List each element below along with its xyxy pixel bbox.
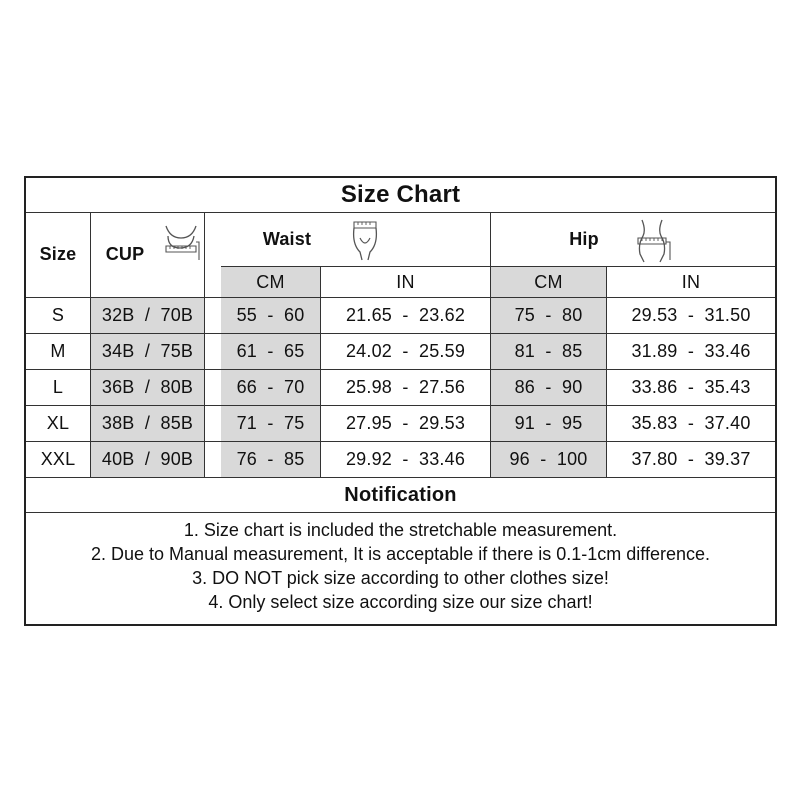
hip-in-cell: 31.89 - 33.46	[631, 341, 751, 361]
waist-cm-cell: 61 - 65	[221, 334, 320, 369]
cup-cell: 36B / 80B	[91, 370, 204, 405]
waist-in-header: IN	[396, 271, 415, 292]
bust-measurement-icon	[160, 222, 202, 262]
notification-item: 1. Size chart is included the stretchable measurement.	[183, 520, 618, 540]
cup-cell: 32B / 70B	[91, 298, 204, 333]
waist-header: Waist	[262, 228, 312, 249]
waist-measurement-icon	[348, 216, 382, 264]
cup-cell: 38B / 85B	[91, 406, 204, 441]
hip-cm-cell: 81 - 85	[491, 334, 606, 369]
hip-cm-cell: 75 - 80	[491, 298, 606, 333]
size-chart-table	[24, 176, 777, 626]
hip-in-cell: 29.53 - 31.50	[631, 305, 751, 325]
hip-measurement-icon	[630, 216, 674, 264]
waist-cm-header: CM	[221, 267, 320, 297]
waist-in-cell: 24.02 - 25.59	[345, 341, 466, 361]
notification-item: 4. Only select size according size our size chart!	[208, 592, 593, 612]
cup-header: CUP	[105, 244, 145, 264]
size-cell: S	[51, 305, 65, 325]
waist-in-cell: 27.95 - 29.53	[345, 413, 466, 433]
size-cell: M	[50, 341, 66, 361]
waist-cm-cell: 76 - 85	[221, 442, 320, 477]
hip-in-header: IN	[681, 271, 701, 292]
size-header: Size	[39, 244, 77, 264]
waist-in-cell: 21.65 - 23.62	[345, 305, 466, 325]
waist-in-cell: 29.92 - 33.46	[345, 449, 466, 469]
waist-cm-cell: 71 - 75	[221, 406, 320, 441]
hip-header: Hip	[569, 228, 599, 249]
cup-cell: 34B / 75B	[91, 334, 204, 369]
hip-cm-cell: 96 - 100	[491, 442, 606, 477]
chart-title: Size Chart	[340, 181, 461, 208]
waist-cm-cell: 66 - 70	[221, 370, 320, 405]
size-cell: XXL	[40, 449, 76, 469]
hip-cm-header: CM	[491, 267, 606, 297]
hip-cm-cell: 91 - 95	[491, 406, 606, 441]
size-cell: L	[52, 377, 64, 397]
notification-item: 2. Due to Manual measurement, It is acceptable if there is 0.1-1cm difference.	[91, 544, 710, 564]
notification-list	[26, 518, 775, 614]
waist-in-cell: 25.98 - 27.56	[345, 377, 466, 397]
size-cell: XL	[46, 413, 70, 433]
notification-item: 3. DO NOT pick size according to other clothes size!	[192, 568, 609, 588]
hip-in-cell: 33.86 - 35.43	[631, 377, 751, 397]
waist-cm-cell: 55 - 60	[221, 298, 320, 333]
hip-cm-cell: 86 - 90	[491, 370, 606, 405]
hip-in-cell: 37.80 - 39.37	[631, 449, 751, 469]
cup-cell: 40B / 90B	[91, 442, 204, 477]
notification-title: Notification	[344, 483, 457, 506]
hip-in-cell: 35.83 - 37.40	[631, 413, 751, 433]
